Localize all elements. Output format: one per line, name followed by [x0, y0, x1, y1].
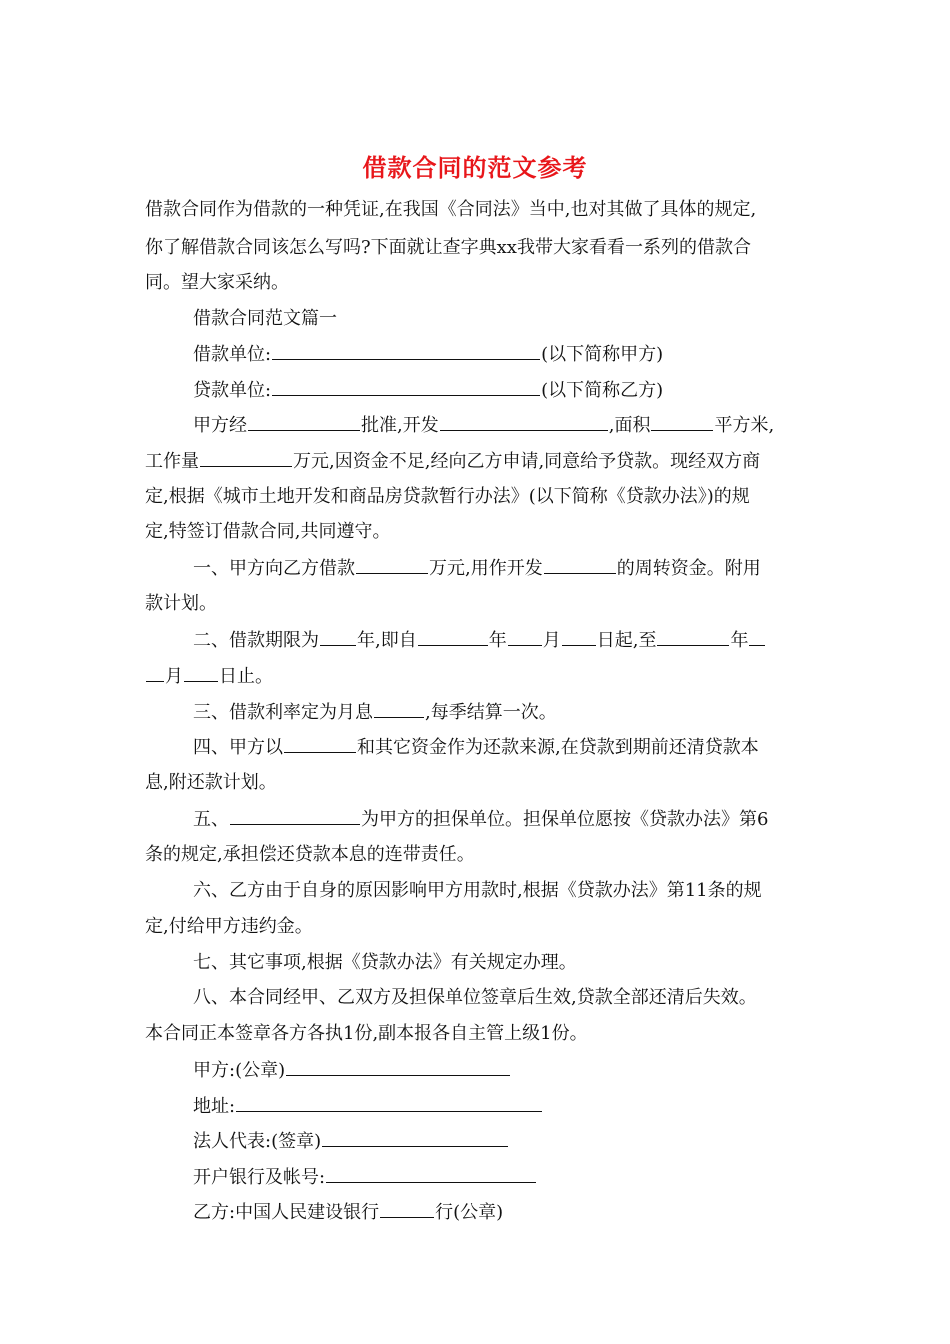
- preamble-line-2: [145, 448, 760, 475]
- address-label: 地址:: [193, 1096, 236, 1117]
- bank-account-line: [193, 1164, 537, 1191]
- preamble-text: 甲方经: [193, 415, 247, 436]
- intro-line-2: 你了解借款合同该怎么写吗?下面就让查字典xx我带大家看看一系列的借款合: [145, 237, 751, 258]
- party-a-label: 甲方:(公章): [193, 1060, 286, 1081]
- party-b-label: 乙方:中国人民建设银行: [193, 1202, 380, 1223]
- clause-7: 七、其它事项,根据《贷款办法》有关规定办理。: [193, 952, 577, 973]
- guarantor-blank: [230, 806, 360, 825]
- clause-8-line-2: 本合同正本签章各方各执1份,副本报各自主管上级1份。: [145, 1023, 588, 1044]
- repayment-source-blank: [284, 734, 356, 753]
- clause-text: ,每季结算一次。: [425, 702, 557, 723]
- clause-4-line-1: [193, 734, 759, 761]
- clause-2-line-2: [145, 663, 273, 690]
- area-blank: [651, 412, 713, 431]
- clause-text: 的周转资金。附用: [616, 558, 761, 579]
- borrower-note: (以下简称甲方): [541, 344, 664, 365]
- interest-rate-blank: [374, 699, 424, 718]
- section-heading: 借款合同范文篇一: [193, 308, 337, 329]
- clause-text: 年: [730, 630, 749, 651]
- clause-1-line-1: [193, 555, 761, 582]
- branch-blank: [380, 1199, 434, 1218]
- preamble-text: 批准,开发: [361, 415, 439, 436]
- preamble-text: 万元,因资金不足,经向乙方申请,同意给予贷款。现经双方商: [293, 451, 761, 472]
- start-day-blank: [562, 627, 596, 646]
- clause-5-line-2: 条的规定,承担偿还贷款本息的连带责任。: [145, 844, 475, 865]
- project-blank: [440, 412, 608, 431]
- clause-text: 一、甲方向乙方借款: [193, 558, 355, 579]
- borrower-line: [193, 341, 663, 368]
- clause-text: 四、甲方以: [193, 737, 283, 758]
- bank-account-label: 开户银行及帐号:: [193, 1167, 326, 1188]
- clause-text: 年,即自: [357, 630, 417, 651]
- clause-text: 年: [488, 630, 507, 651]
- clause-text: 月: [165, 666, 183, 687]
- clause-3: [193, 699, 557, 726]
- term-years-blank: [320, 627, 356, 646]
- lender-line: [193, 377, 663, 404]
- party-a-blank: [286, 1057, 510, 1076]
- clause-8-line-1: 八、本合同经甲、乙双方及担保单位签章后生效,贷款全部还清后失效。: [193, 987, 757, 1008]
- clause-text: 万元,用作开发: [429, 558, 543, 579]
- clause-text: 和其它资金作为还款来源,在贷款到期前还清贷款本: [357, 737, 759, 758]
- legal-rep-blank: [322, 1128, 508, 1147]
- end-day-blank: [184, 663, 218, 682]
- preamble-text: 平方米,: [714, 415, 775, 436]
- end-year-blank: [657, 627, 729, 646]
- lender-blank: [272, 377, 540, 396]
- clause-6-line-2: 定,付给甲方违约金。: [145, 916, 313, 937]
- clause-text: 三、借款利率定为月息: [193, 702, 373, 723]
- preamble-line-1: [193, 412, 774, 439]
- lender-label: 贷款单位:: [193, 380, 272, 401]
- legal-rep-line: [193, 1128, 509, 1155]
- document-title: 借款合同的范文参考: [362, 153, 588, 182]
- clause-4-line-2: 息,附还款计划。: [145, 772, 277, 793]
- clause-text: 为甲方的担保单位。担保单位愿按《贷款办法》第6: [361, 809, 769, 830]
- clause-text: 二、借款期限为: [193, 630, 319, 651]
- clause-6-line-1: 六、乙方由于自身的原因影响甲方用款时,根据《贷款办法》第11条的规: [193, 880, 762, 901]
- end-month-blank-a: [749, 627, 765, 646]
- loan-amount-blank: [356, 555, 428, 574]
- workload-blank: [200, 448, 292, 467]
- clause-text: 月: [542, 630, 561, 651]
- party-b-seal-label: 行(公章): [435, 1202, 504, 1223]
- clause-2-line-1: [193, 627, 766, 654]
- approval-blank: [248, 412, 360, 431]
- borrower-blank: [272, 341, 540, 360]
- legal-rep-label: 法人代表:(签章): [193, 1131, 322, 1152]
- intro-line-1: 借款合同作为借款的一种凭证,在我国《合同法》当中,也对其做了具体的规定,: [145, 199, 757, 220]
- start-year-blank: [418, 627, 488, 646]
- clause-text: 五、: [193, 809, 229, 830]
- address-line: [193, 1093, 543, 1120]
- clause-text: 日起,至: [596, 630, 657, 651]
- preamble-text: ,面积: [608, 415, 651, 436]
- clause-5-line-1: [193, 806, 768, 833]
- preamble-line-3: 定,根据《城市土地开发和商品房贷款暂行办法》(以下简称《贷款办法》)的规: [145, 486, 750, 507]
- party-b-line: [193, 1199, 503, 1226]
- preamble-text: 工作量: [145, 451, 199, 472]
- party-a-seal-line: [193, 1057, 511, 1084]
- development-blank: [544, 555, 616, 574]
- clause-1-line-2: 款计划。: [145, 593, 217, 614]
- borrower-label: 借款单位:: [193, 344, 272, 365]
- intro-line-3: 同。望大家采纳。: [145, 272, 289, 293]
- clause-text: 日止。: [219, 666, 273, 687]
- start-month-blank: [508, 627, 542, 646]
- end-month-blank-b: [146, 663, 164, 682]
- bank-account-blank: [326, 1164, 536, 1183]
- lender-note: (以下简称乙方): [541, 380, 664, 401]
- preamble-line-4: 定,特签订借款合同,共同遵守。: [145, 521, 391, 542]
- address-blank: [236, 1093, 542, 1112]
